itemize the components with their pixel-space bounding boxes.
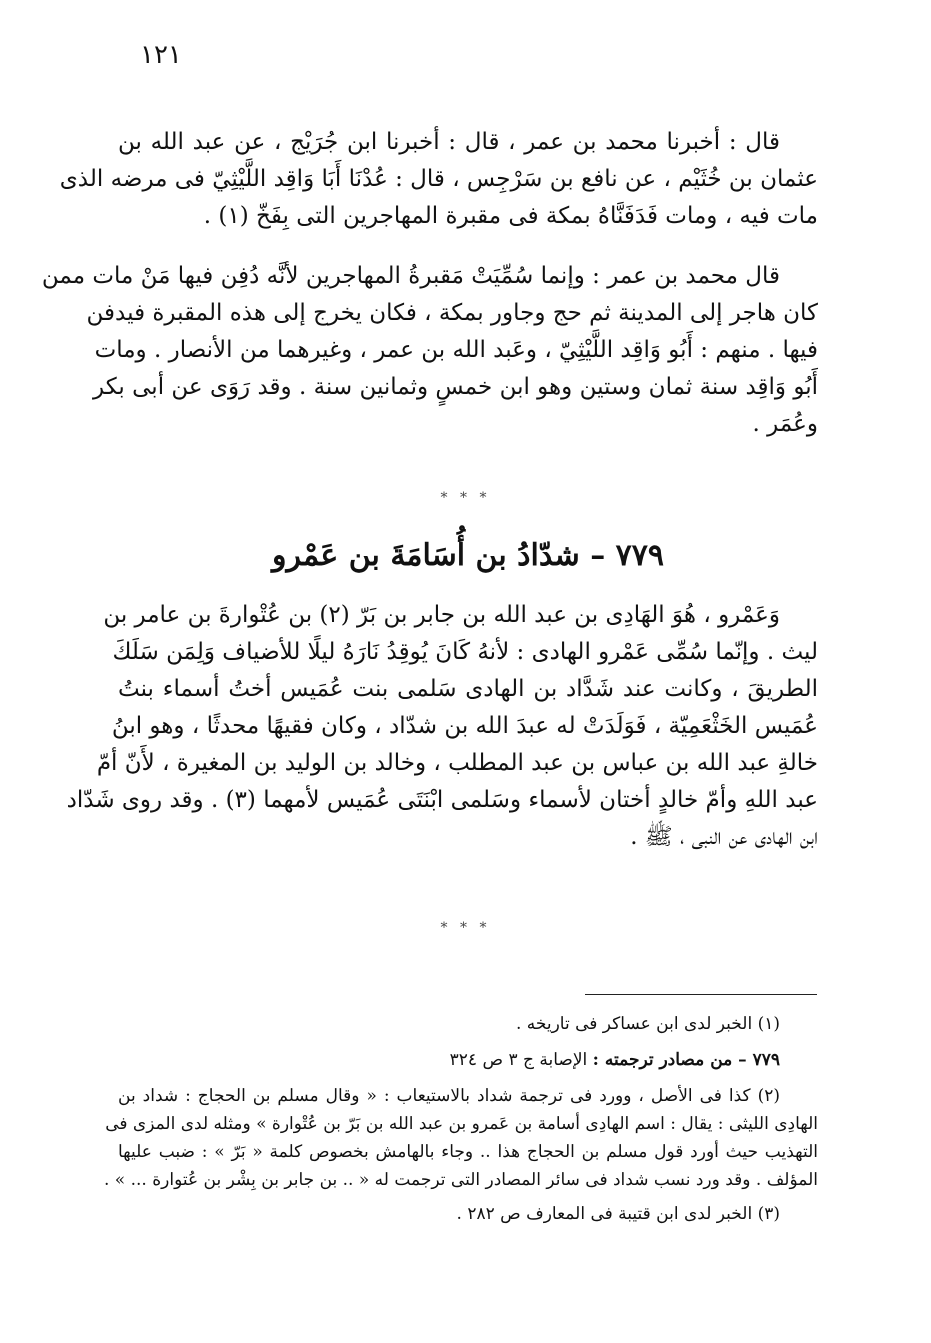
footnote-2-line: التهذيب حيث أورد قول مسلم بن الحجاج هذا .. وجاء بالهامش بخصوص كلمة « بَرّ » : ضبب عليها	[118, 1142, 818, 1162]
text-line: عثمان بن خُثَيْم ، عن نافع بن سَرْجِس ، قال : عُدْنَا أَبَا وَاقِد اللَّيْثِيّ فى مرضه الذى	[59, 166, 818, 192]
text-line: الطريقَ ، وكانت عند شَدَّاد بن الهادى سَلمى بنت عُمَيس أختُ أسماء بنتُ	[118, 676, 818, 702]
footnote-2-line: المؤلف . وقد ورد نسب شداد فى سائر المصادر التى ترجمت له « .. بن جابر بن بِشْر بن عُتوارة ... » .	[104, 1170, 818, 1190]
text-line: قال محمد بن عمر : وإنما سُمِّيَتْ مَقبرةُ المهاجرين لأنَّه دُفِن فيها مَنْ مات ممن	[41, 263, 780, 289]
text-line: مات فيه ، ومات فَدَفَنَّاهُ بمكة فى مقبرة المهاجرين التى بِفَخّ (١) .	[203, 203, 818, 229]
text-line: عُمَيس الخَثْعَمِيّة ، فَوَلَدَتْ له عبدَ الله بن شدّاد ، وكان فقيهًا محدثًا ، وهو ابنُ	[111, 713, 818, 739]
section-separator: * * *	[440, 490, 491, 506]
footnote-2-line: الهادِى الليثى : يقال : اسم الهادِى أسامة بن عَمرو بن عبد الله بن بَرّ بن عُتْوارة » ومثله لدى المزى فى	[105, 1114, 818, 1134]
footnotes	[104, 1010, 818, 1228]
footnote-sources	[118, 1046, 818, 1074]
text-line: ابن الهادى عن النبى ، ﷺ .	[630, 824, 818, 850]
footnote-rule	[585, 994, 817, 995]
paragraph-isnad	[59, 124, 818, 235]
entry-heading: ٧٧٩ – شدّادُ بن أُسَامَةَ بن عَمْرو	[271, 538, 664, 573]
text-line: وَعَمْرو ، هُوَ الهَادِى بن عبد الله بن جابر بن بَرّ (٢) بن عُتْوارةَ بن عامر بن	[103, 602, 780, 628]
footnote-1: (١) الخبر لدى ابن عساكر فى تاريخه .	[515, 1014, 780, 1034]
footnote-2-line: (٢) كذا فى الأصل ، وورد فى ترجمة شداد بالاستيعاب : « وقال مسلم بن الحجاج : شداد بن	[118, 1086, 780, 1106]
text-line: ليث . وإنّما سُمِّى عَمْرو الهادى : لأنهُ كَانَ يُوقِدُ نَارَهُ ليلًا للأضياف وَلِمَن سَلَكَ	[112, 639, 818, 665]
text-line: فيها . منهم : أَبُو وَاقِد اللَّيْثِيّ ، وعَبد الله بن عمر ، وغيرهما من الأنصار . ومات	[94, 337, 818, 363]
footnote-3: (٣) الخبر لدى ابن قتيبة فى المعارف ص ٢٨٢ .	[456, 1204, 780, 1224]
paragraph-cemetery	[41, 258, 818, 443]
section-separator: * * *	[440, 920, 491, 936]
entry-body	[66, 597, 818, 856]
text-line: أَبُو وَاقِد سنة ثمان وستين وهو ابن خمسٍ وثمانين سنة . وقد رَوَى عن أبى بكر	[93, 374, 818, 400]
text-line: وعُمَر .	[752, 411, 818, 437]
text-line: عبد اللهِ وأمّ خالدٍ أختان لأسماء وسَلمى ابْنَتَى عُمَيس لأمهما (٣) . وقد روى شَدّاد	[66, 787, 818, 813]
text-line: كان هاجر إلى المدينة ثم حج وجاور بمكة ، فكان يخرج إلى هذه المقبرة فيدفن	[86, 300, 818, 326]
sources-label: ٧٧٩ – من مصادر ترجمته :	[592, 1050, 780, 1070]
text-line: خالةِ عبد الله بن عباس بن عبد المطلب ، وخالد بن الوليد بن المغيرة ، لأَنّ أمّ	[96, 750, 818, 776]
text-line: قال : أخبرنا محمد بن عمر ، قال : أخبرنا ابن جُرَيْج ، عن عبد الله بن	[118, 129, 780, 155]
page-number: ١٢١	[140, 40, 182, 70]
sources-text: الإصابة ج ٣ ص ٣٢٤	[449, 1050, 593, 1070]
